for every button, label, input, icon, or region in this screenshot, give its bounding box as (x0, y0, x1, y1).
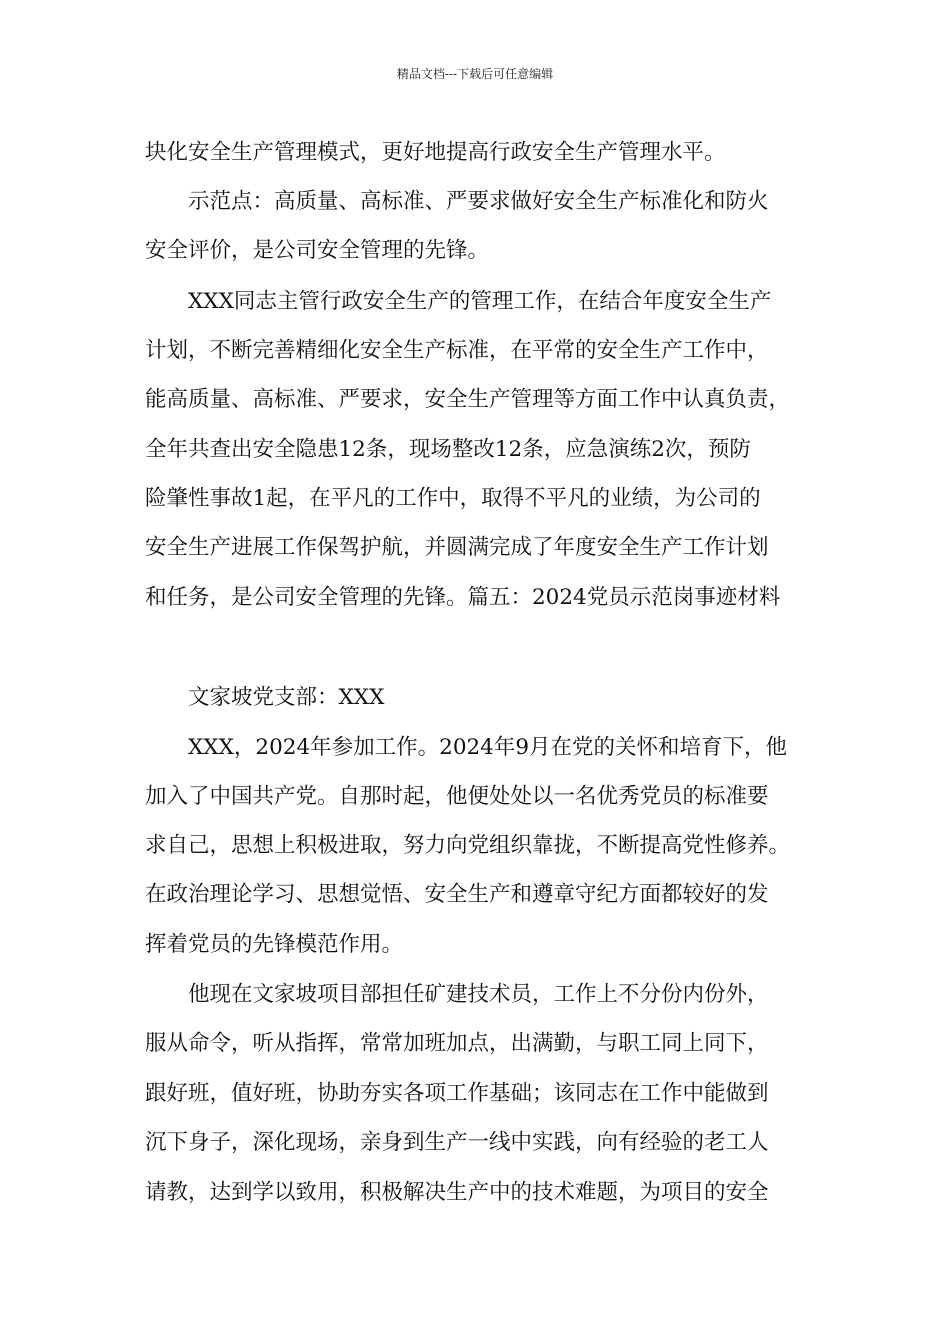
text-line: 请教，达到学以致用，积极解决生产中的技术难题，为项目的安全 (145, 1180, 769, 1205)
text-line: 险肇性事故1起，在平凡的工作中，取得不平凡的业绩，为公司的 (145, 486, 761, 511)
text-line: XXX同志主管行政安全生产的管理工作，在结合年度安全生产 (145, 289, 772, 314)
text-line: 在政治理论学习、思想觉悟、安全生产和遵章守纪方面都较好的发 (145, 882, 769, 907)
text-line: 求自己，思想上积极进取，努力向党组织靠拢，不断提高党性修养。 (145, 833, 791, 858)
text-line: XXX，2024年参加工作。2024年9月在党的关怀和培育下，他 (145, 735, 788, 760)
text-line: 块化安全生产管理模式，更好地提高行政安全生产管理水平。 (145, 140, 726, 165)
text-line: 服从命令，听从指挥，常常加班加点，出满勤，与职工同上同下， (145, 1031, 769, 1056)
text-line: 安全生产进展工作保驾护航，并圆满完成了年度安全生产工作计划 (145, 535, 769, 560)
text-line: 他现在文家坡项目部担任矿建技术员，工作上不分份内份外， (145, 982, 769, 1007)
text-line: 加入了中国共产党。自那时起，他便处处以一名优秀党员的标准要 (145, 784, 769, 809)
text-line: 沉下身子，深化现场，亲身到生产一线中实践，向有经验的老工人 (145, 1130, 769, 1155)
text-line: 能高质量、高标准、严要求，安全生产管理等方面工作中认真负责， (145, 387, 791, 412)
text-line: 挥着党员的先锋模范作用。 (145, 932, 404, 957)
text-line: 计划，不断完善精细化安全生产标准，在平常的安全生产工作中， (145, 338, 769, 363)
page-header: 精品文档---下载后可任意编辑 (396, 67, 554, 81)
text-line: 文家坡党支部：XXX (145, 685, 385, 710)
text-line: 跟好班，值好班，协助夯实各项工作基础；该同志在工作中能做到 (145, 1081, 769, 1106)
text-line: 全年共查出安全隐患12条，现场整改12条，应急演练2次，预防 (145, 437, 751, 462)
text-line: 示范点：高质量、高标准、严要求做好安全生产标准化和防火 (145, 189, 769, 214)
text-line: 安全评价，是公司安全管理的先锋。 (145, 238, 490, 263)
text-line: 和任务，是公司安全管理的先锋。篇五：2024党员示范岗事迹材料 (145, 585, 781, 610)
